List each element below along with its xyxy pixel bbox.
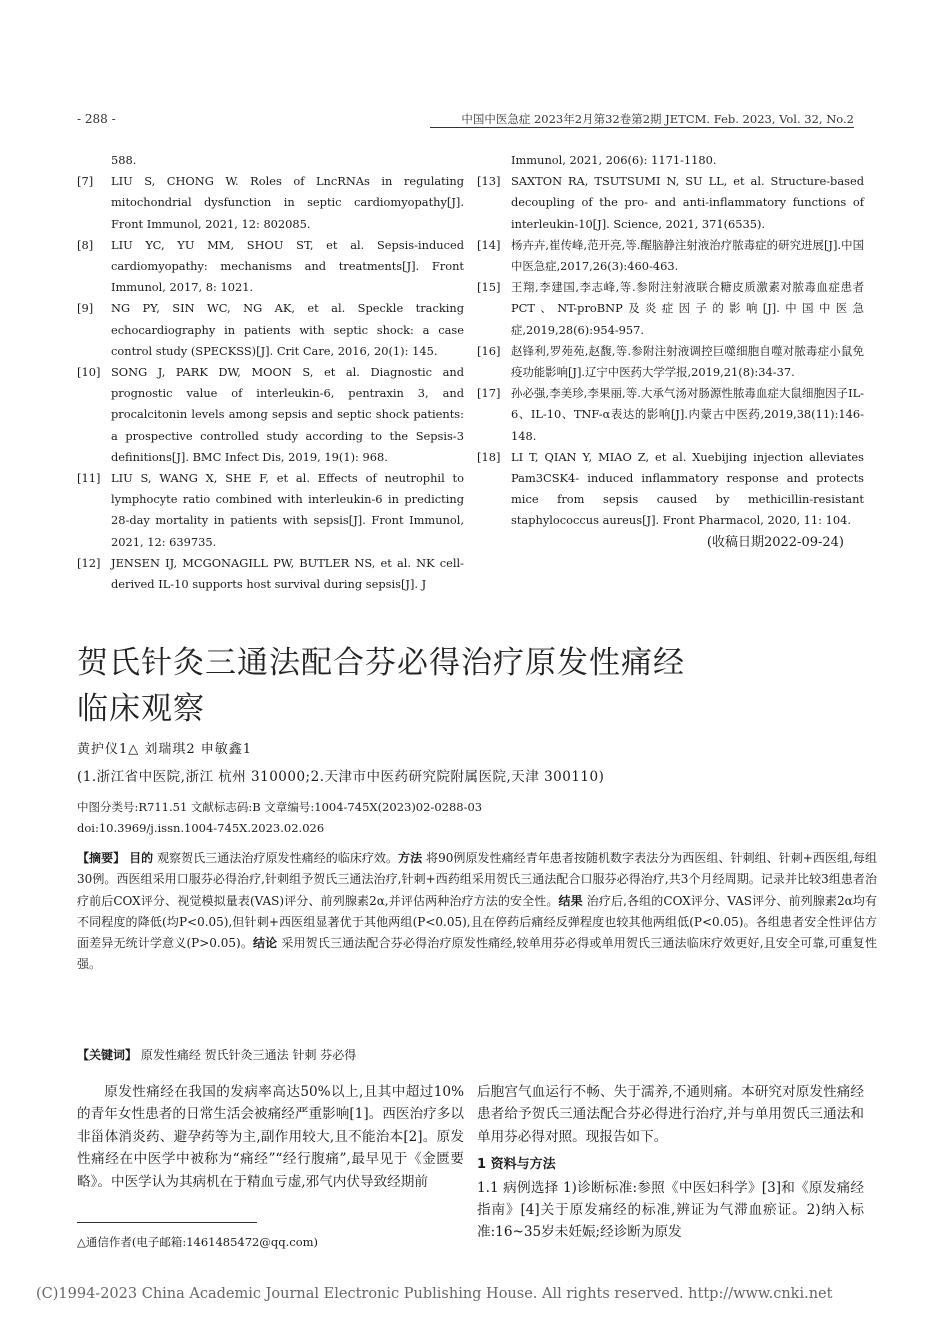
reference-item: [11] LIU S, WANG X, SHE F, et al. Effects of neutrophil to lymphocyte ratio combined with interleukin-6 in predicting 28-day mortality in patients with sepsis[J]. Front Immunol, 2021, 12: 639735. — [77, 471, 464, 549]
page-number: - 288 - — [77, 112, 116, 126]
reference-item: [14] 杨卉卉,崔传峰,范开亮,等.醒脑静注射液治疗脓毒症的研究进展[J].中国中医急症,2017,26(3):460-463. — [477, 237, 864, 274]
reference-item: [9] NG PY, SIN WC, NG AK, et al. Speckle tracking echocardiography in patients with septic shock: a case control study (SPECKSS)[J]. Crit Care, 2016, 20(1): 145. — [77, 301, 464, 358]
reference-item: 588. — [111, 153, 137, 167]
body-right-column — [477, 1081, 864, 1244]
references-left-column — [77, 150, 464, 595]
reference-item: [8] LIU YC, YU MM, SHOU ST, et al. Sepsis-induced cardiomyopathy: mechanisms and treatments[J]. Front Immunol, 2017, 8: 1021. — [77, 237, 464, 295]
section-paragraph: 1.1 病例选择 1)诊断标准:参照《中医妇科学》[3]和《原发痛经指南》[4]关于原发痛经的标准,辨证为气滞血瘀证。2)纳入标准:16~35岁未妊娠;经诊断为原发 — [477, 1179, 864, 1241]
intro-paragraph-continued: 后胞宫气血运行不畅、失于濡养,不通则痛。本研究对原发性痛经患者给予贺氏三通法配合芬必得进行治疗,并与单用贺氏三通法和单用芬必得对照。现报告如下。 — [477, 1084, 864, 1145]
authors: 黄护仪1△ 刘瑞琪2 申敏鑫1 — [77, 742, 253, 757]
reference-item: [15] 王翔,李建国,李志峰,等.参附注射液联合糖皮质激素对脓毒血症患者PCT、NT-proBNP及炎症因子的影响[J].中国中医急症,2019,28(6):954-957. — [477, 280, 864, 337]
reference-item: Immunol, 2021, 206(6): 1171-1180. — [511, 153, 717, 167]
reference-item: [16] 赵锋利,罗苑苑,赵馥,等.参附注射液调控巨噬细胞自噬对脓毒症小鼠免疫功能影响[J].辽宁中医药大学学报,2019,21(8):34-37. — [477, 343, 864, 380]
keywords: 【关键词】 原发性痛经 贺氏针灸三通法 针刺 芬必得 — [77, 1048, 357, 1062]
received-date: (收稿日期2022-09-24) — [706, 534, 844, 550]
body-left-column — [77, 1081, 464, 1193]
intro-paragraph: 原发性痛经在我国的发病率高达50%以上,且其中超过10%的青年女性患者的日常生活会被痛经严重影响[1]。西医治疗多以非甾体消炎药、避孕药等为主,副作用较大,且不能治本[2]。原发性痛经在中医学中被称为“痛经”“经行腹痛”,最早见于《金匮要略》。中医学认为其病机在于精血亏虚,邪气内伏导致经期前 — [77, 1084, 464, 1190]
reference-item: [12] JENSEN IJ, MCGONAGILL PW, BUTLER NS, et al. NK cell-derived IL-10 supports host survival during sepsis[J]. J — [77, 555, 464, 592]
copyright-watermark: (C)1994-2023 China Academic Journal Electronic Publishing House. All rights reserved. http://www.cnki.net — [36, 1286, 833, 1302]
reference-item: [10] SONG J, PARK DW, MOON S, et al. Diagnostic and prognostic value of interleukin-6, pentraxin 3, and procalcitonin levels among sepsis and septic shock patients: a prospective controlled study according to the Sepsis-3 definitions[J]. BMC Infect Dis, 2019, 19(1): 968. — [77, 365, 464, 464]
classification-line: 中图分类号:R711.51 文献标志码:B 文章编号:1004-745X(2023)02-0288-03 — [77, 800, 483, 814]
doi-line: doi:10.3969/j.issn.1004-745X.2023.02.026 — [77, 821, 325, 835]
header-rule — [430, 127, 854, 128]
reference-item: [13] SAXTON RA, TSUTSUMI N, SU LL, et al. Structure-based decoupling of the pro- and anti-inflammatory functions of interleukin-10[J]. Science, 2021, 371(6535). — [477, 174, 864, 231]
journal-header: 中国中医急症 2023年2月第32卷第2期 JETCM. Feb. 2023, Vol. 32, No.2 — [461, 112, 854, 126]
footnote-rule — [77, 1222, 257, 1223]
reference-item: [18] LI T, QIAN Y, MIAO Z, et al. Xuebijing injection alleviates Pam3CSK4- induced inflammatory response and protects mice from sepsis caused by methicillin-resistant staphylococcus aureus[J]. Front Pharmacol, 2020, 11: 104. — [477, 449, 864, 528]
reference-item: [17] 孙必强,李美珍,李果丽,等.大承气汤对肠源性脓毒血症大鼠细胞因子IL-6、IL-10、TNF-α表达的影响[J].内蒙古中医药,2019,38(11):146-148. — [477, 386, 864, 443]
affiliations: (1.浙江省中医院,浙江 杭州 310000;2.天津市中医药研究院附属医院,天津 300110) — [77, 769, 605, 785]
article-title: 贺氏针灸三通法配合芬必得治疗原发性痛经 临床观察 — [77, 645, 685, 727]
footnote: △通信作者(电子邮箱:1461485472@qq.com) — [77, 1235, 319, 1249]
reference-item: [7] LIU S, CHONG W. Roles of LncRNAs in regulating mitochondrial dysfunction in septic cardiomyopathy[J]. Front Immunol, 2021, 12: 802085. — [77, 174, 464, 231]
section-heading: 1 资料与方法 — [477, 1157, 556, 1173]
abstract: 【摘要】 目的 观察贺氏三通法治疗原发性痛经的临床疗效。方法 将90例原发性痛经青年患者按随机数字表法分为西医组、针刺组、针刺+西医组,每组30例。西医组采用口服芬必得治疗,针刺组予贺氏三通法治疗,针刺+西药组采用贺氏三通法配合口服芬必得治疗,共3个月经周期。记录并比较3组患者治疗前后COX评分、视觉模拟量表(VAS)评分、前列腺素2α,并评估两种治疗方法的安全性。结果 治疗后,各组的COX评分、VAS评分、前列腺素2α均有不同程度的降低(均P<0.05),但针刺+西医组显著优于其他两组(P<0.05),且在停药后痛经反弹程度也较其他两组低(P<0.05)。各组患者安全性评估方面差异无统计学意义(P>0.05)。结论 采用贺氏三通法配合芬必得治疗原发性痛经,较单用芬必得或单用贺氏三通法临床疗效更好,且安全可靠,可重复性强。 — [77, 851, 877, 972]
references-right-column — [477, 150, 864, 553]
